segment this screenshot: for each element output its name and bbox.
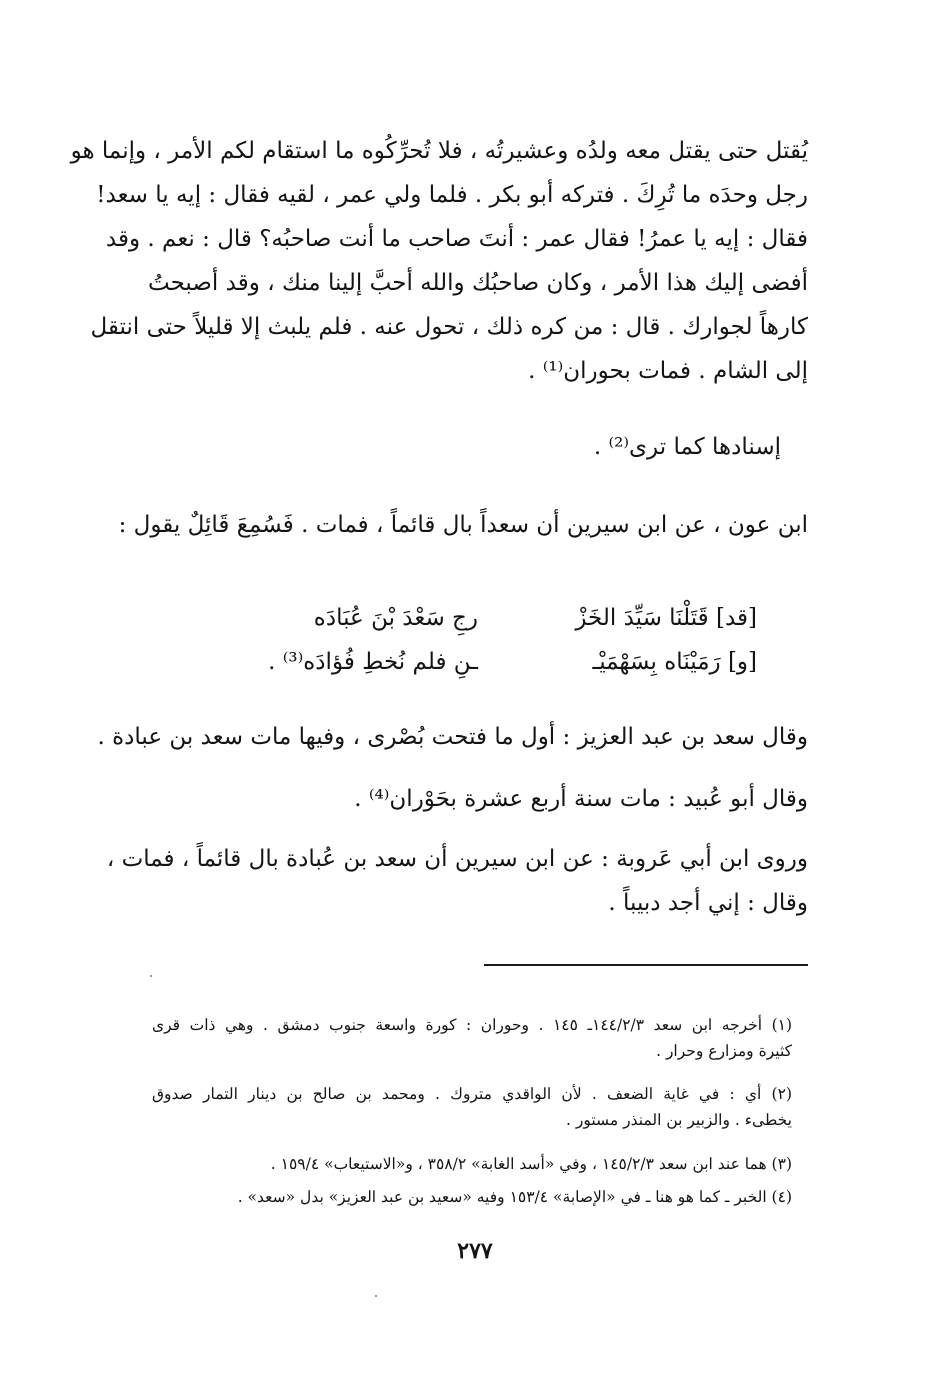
poem-verse2-second-hemistich: ـنِ فلم نُخطِ فُؤادَه⁽³⁾ . bbox=[268, 649, 478, 675]
poem-verse1-second-hemistich: رجِ سَعْدَ بْنَ عُبَادَه bbox=[313, 605, 478, 631]
page-number: ٢٧٧ bbox=[457, 1238, 493, 1264]
footnote-1-line-2: كثيرة ومزارع وحرار . bbox=[656, 1042, 792, 1060]
ibn-awn-narration: ابن عون ، عن ابن سيرين أن سعداً بال قائماً ، فمات . فَسُمِعَ قَائِلٌ يقول : bbox=[118, 512, 808, 538]
body-line-1: يُقتل حتى يقتل معه ولدُه وعشيرتُه ، فلا تُحرِّكُوه ما استقام لكم الأمر ، وإنما هو bbox=[70, 138, 808, 164]
scan-speck bbox=[150, 975, 152, 977]
ibn-abi-aruba-narration-end: وقال : إني أجد دبيباً . bbox=[608, 890, 808, 916]
poem-verse1-first-hemistich: [قد] قَتَلْنَا سَيِّدَ الخَزْ bbox=[575, 605, 757, 631]
footnote-divider bbox=[484, 964, 808, 966]
saad-bin-abdulaziz-narration: وقال سعد بن عبد العزيز : أول ما فتحت بُصْرى ، وفيها مات سعد بن عبادة . bbox=[97, 724, 808, 750]
footnote-4: (٤) الخبر ـ كما هو هنا ـ في «الإصابة» ١٥٣/٤ وفيه «سعيد بن عبد العزيز» بدل «سعد» . bbox=[237, 1188, 792, 1206]
footnote-2-line-1: (٢) أي : في غاية الضعف . لأن الواقدي متروك . ومحمد بن صالح بن دينار التمار صدوق bbox=[152, 1085, 792, 1103]
ibn-abi-aruba-narration: وروى ابن أبي عَروبة : عن ابن سيرين أن سعد بن عُبادة بال قائماً ، فمات ، bbox=[106, 846, 808, 872]
footnote-1-line-1: (١) أخرجه ابن سعد ١٤٤/٢/٣ـ ١٤٥ . وحوران : كورة واسعة جنوب دمشق . وهي ذات قرى bbox=[152, 1016, 793, 1034]
body-line-4: أفضى إليك هذا الأمر ، وكان صاحبُك والله أحبَّ إلينا منك ، وقد أصبحتُ bbox=[148, 270, 808, 296]
poem-verse2-first-hemistich: [و] رَمَيْنَاه بِسَهْمَيْـ bbox=[592, 649, 757, 675]
body-line-3: فقال : إيه يا عمرُ! فقال عمر : أنتَ صاحب ما أنت صاحبُه؟ قال : نعم . وقد bbox=[105, 226, 808, 252]
isnad-comment: إسنادها كما ترى⁽²⁾ . bbox=[593, 434, 781, 460]
body-line-5: كارهاً لجوارك . قال : من كره ذلك ، تحول عنه . فلم يلبث إلا قليلاً حتى انتقل bbox=[90, 314, 808, 340]
abu-ubaid-narration: وقال أبو عُبيد : مات سنة أربع عشرة بحَوْران⁽⁴⁾ . bbox=[354, 786, 808, 812]
footnote-3: (٣) هما عند ابن سعد ١٤٥/٢/٣ ، وفي «أسد الغابة» ٣٥٨/٢ ، و«الاستيعاب» ١٥٩/٤ . bbox=[270, 1155, 792, 1173]
scan-speck bbox=[375, 1295, 377, 1297]
body-line-2: رجل وحدَه ما تُرِكَ . فتركه أبو بكر . فلما ولي عمر ، لقيه فقال : إيه يا سعد! bbox=[96, 182, 808, 208]
footnote-2-line-2: يخطىء . والزبير بن المنذر مستور . bbox=[566, 1111, 792, 1129]
body-line-6: إلى الشام . فمات بحوران⁽¹⁾ . bbox=[528, 358, 808, 384]
